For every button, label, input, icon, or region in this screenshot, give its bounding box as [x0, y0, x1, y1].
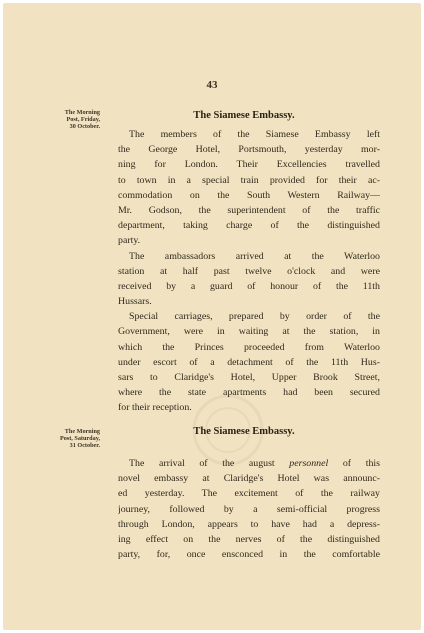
text-line: received by a guard of honour of the 11th — [118, 280, 380, 292]
text-line: Hussars. — [118, 296, 152, 308]
source-note-morning-post-friday — [34, 109, 100, 130]
text-line: commodation on the South Western Railway— — [118, 189, 380, 201]
text-line: for their reception. — [118, 402, 192, 414]
section-heading: The Siamese Embassy. — [193, 110, 295, 121]
source-note-line: The Morning — [64, 428, 100, 435]
source-note-line: Post, Saturday, — [59, 435, 100, 442]
section-heading: The Siamese Embassy. — [193, 426, 295, 437]
text-line: novel embassy at Claridge's Hotel was announc- — [118, 473, 380, 485]
text-line: party, for, once ensconced in the comfortable — [118, 549, 380, 561]
text-run: The arrival of the august — [129, 458, 290, 469]
text-line: Mr. Godson, the superintendent of the traffic — [118, 204, 380, 216]
text-run: of this — [328, 458, 380, 469]
text-line — [118, 456, 380, 471]
text-line: sars to Claridge's Hotel, Upper Brook Street, — [118, 372, 380, 383]
text-line: The members of the Siamese Embassy left — [129, 129, 380, 140]
text-line: department, taking charge of the distinguished — [118, 220, 380, 232]
text-line: ing effect on the nerves of the distinguished — [118, 533, 380, 545]
article-body-1 — [118, 127, 380, 416]
text-line: Government, were in waiting at the station, in — [118, 326, 380, 338]
source-note-line: Post, Friday, — [66, 116, 100, 123]
text-line: where the state apartments had been secured — [118, 387, 380, 399]
text-line: under escort of a detachment of the 11th Hus- — [118, 356, 380, 368]
text-line: Special carriages, prepared by order of the — [129, 311, 380, 323]
article-body-2 — [118, 456, 380, 562]
source-note-line: 31 October. — [69, 442, 100, 449]
text-line: the George Hotel, Portsmouth, yesterday mor- — [118, 144, 380, 156]
text-line: ed yesterday. The excitement of the railway — [118, 488, 380, 500]
text-line: journey, followed by a semi-official progress — [118, 503, 380, 515]
source-note-morning-post-saturday — [34, 428, 100, 449]
text-line: which the Princes proceeded from Waterloo — [118, 341, 380, 353]
source-note-line: 30 October. — [69, 123, 100, 130]
source-note-line: The Morning — [64, 109, 100, 116]
page-number: 43 — [206, 79, 218, 91]
italic-word: personnel — [289, 458, 329, 469]
text-line: to town in a special train provided for their ac- — [118, 174, 380, 186]
text-line: station at half past twelve o'clock and were — [118, 265, 380, 277]
text-line: party. — [118, 235, 141, 247]
text-line: through London, appears to have had a depress- — [118, 518, 380, 530]
text-line: ning for London. Their Excellencies travelled — [118, 159, 380, 171]
text-line: The ambassadors arrived at the Waterloo — [129, 250, 380, 262]
